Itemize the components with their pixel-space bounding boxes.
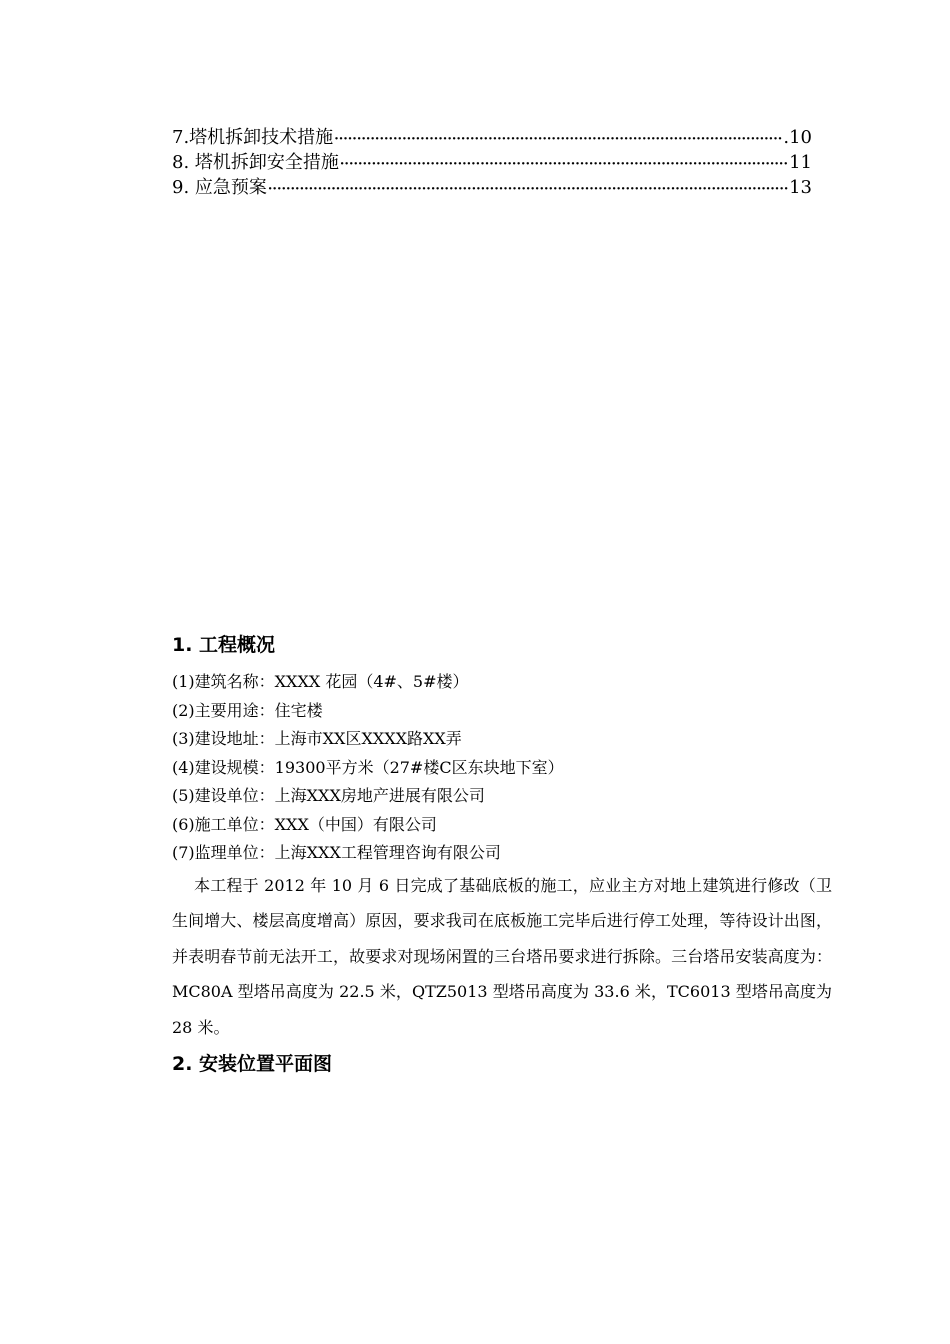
toc-entry[interactable] [172,150,812,175]
list-item: (3)建设地址：上海市XX区XXXX路XX弄 [172,729,462,748]
table-of-contents [172,125,812,200]
toc-entry-title: 9. 应急预案 [172,177,267,198]
body-paragraph: 本工程于 2012 年 10 月 6 日完成了基础底板的施工，应业主方对地上建筑进行修改（卫生间增大、楼层高度增高）原因，要求我司在底板施工完毕后进行停工处理，等待设计出图，并表明春节前无法开工，故要求对现场闲置的三台塔吊要求进行拆除。三台塔吊安装高度为：MC80A 型塔吊高度为 22.5 米，QTZ5013 型塔吊高度为 33.6 米，TC6013 型塔吊高度为 28 米。 [172,875,832,1037]
toc-entry-page: 11 [789,152,812,173]
toc-entry[interactable] [172,125,812,150]
list-item: (2)主要用途：住宅楼 [172,700,323,720]
toc-entry-page: .10 [783,127,812,148]
list-item: (4)建设规模：19300平方米（27#楼C区东块地下室） [172,757,564,777]
list-item: (1)建筑名称：XXXX 花园（4#、5#楼） [172,672,469,691]
section-heading-installation-plan: 2. 安装位置平面图 [172,1053,333,1075]
toc-entry-title: 7.塔机拆卸技术措施 [172,127,334,148]
list-item: (5)建设单位：上海XXX房地产进展有限公司 [172,786,485,805]
project-info-list [172,668,832,868]
list-item: (6)施工单位：XXX（中国）有限公司 [172,814,437,834]
toc-leader-dots [268,177,788,200]
toc-leader-dots [340,152,788,175]
toc-entry-title: 8. 塔机拆卸安全措施 [172,152,339,173]
section-heading-project-overview: 1. 工程概况 [172,634,276,656]
document-body [172,630,832,1079]
toc-entry[interactable] [172,175,812,200]
toc-leader-dots [334,127,782,150]
list-item: (7)监理单位：上海XXX工程管理咨询有限公司 [172,843,501,862]
toc-entry-page: 13 [789,177,812,198]
